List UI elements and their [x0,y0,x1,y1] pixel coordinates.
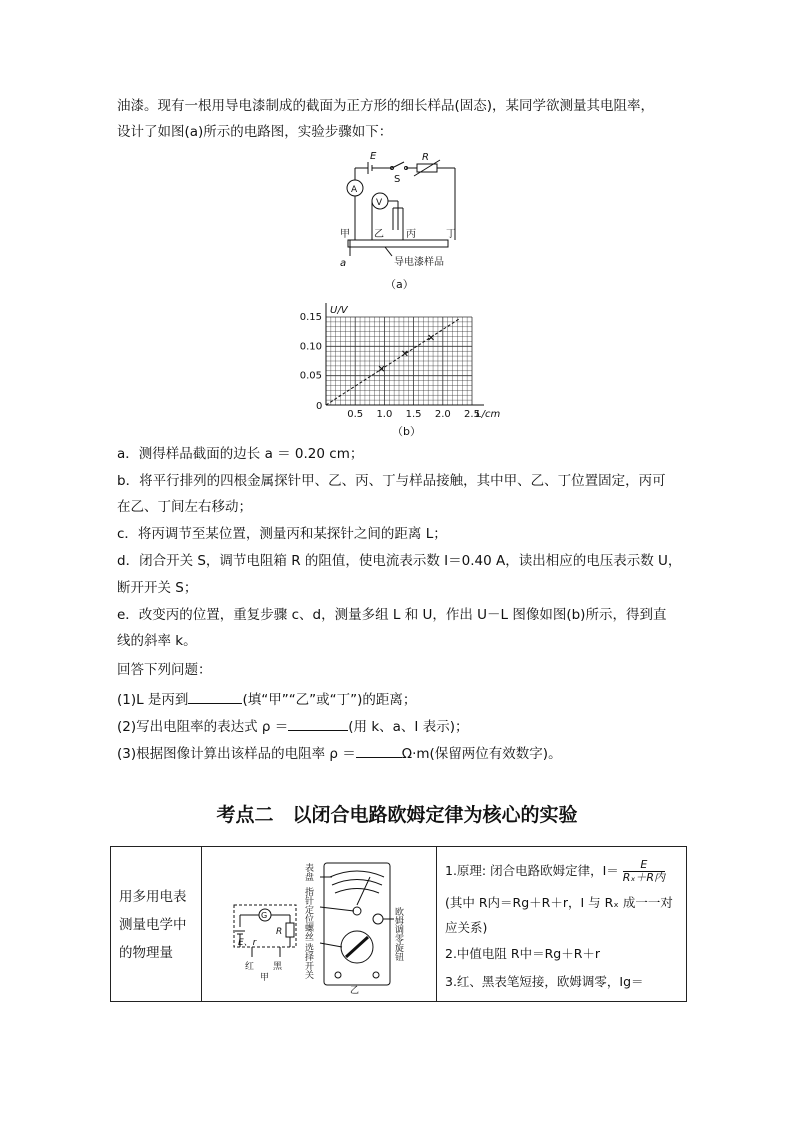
figure-b-caption: （b） [392,425,421,438]
y-tick-label: 0.10 [299,341,322,353]
label-A: A [351,185,358,195]
topic-line-1: 用多用电表 [119,889,187,905]
x-tick-label: 0.5 [347,409,364,420]
x-tick-label: 2.5 [464,409,480,420]
fraction [623,859,665,884]
fraction-numerator: E [623,859,665,872]
principle-line-4: 2.中值电阻 R中＝Rg＋R＋r [445,946,601,961]
step-e-line-2: 线的斜率 k。 [117,633,197,649]
y-axis-label: U/V [330,305,348,316]
x-axis-label: L/cm [476,409,501,420]
question-3-post: Ω·m(保留两位有效数字)。 [401,746,562,762]
question-1 [117,689,416,710]
origin-label: 0 [316,401,323,412]
label-ohm-zero-knob: 欧姆调零旋钮 [393,907,403,961]
question-1-post: (填“甲”“乙”或“丁”)的距离； [242,692,417,708]
label-jia: 甲 [340,229,350,240]
label-S: S [394,174,401,185]
question-3 [117,743,562,764]
summary-table [110,846,687,1002]
label-selector-switch: 选择开关 [303,943,313,979]
label-pointer-screw: 指针定位螺丝 [303,887,313,941]
principle-line-5: 3.红、黑表笔短接，欧姆调零，Ig＝ [445,974,644,989]
principle-line-3: 应关系) [445,920,488,935]
question-2-post: (用 k、a、I 表示)； [348,719,469,735]
label-ding: 丁 [446,229,456,240]
label-black: 黑 [273,962,283,972]
step-e-line-1: e．改变丙的位置，重复步骤 c、d，测量多组 L 和 U，作出 U－L 图像如图(b)所示，得到直 [117,607,667,623]
label-bing: 丙 [406,229,416,240]
step-b-line-1: b．将平行排列的四根金属探针甲、乙、丙、丁与样品接触，其中甲、乙、丁位置固定，丙可 [117,473,666,489]
fit-line [326,318,460,405]
label-yi-table: 乙 [350,986,360,996]
table-cell-figure [202,847,437,1001]
principle-line-1 [445,859,665,884]
principle-line-2: (其中 R内＝Rg＋R＋r，I 与 Rₓ 成一一对 [445,895,673,910]
figure-a-caption: （a） [385,278,414,291]
answer-blank-2[interactable] [288,716,348,731]
multimeter-figure [202,847,436,1001]
answer-blank-1[interactable] [188,689,242,704]
label-G: G [261,911,268,920]
label-dial: 表盘 [303,863,313,881]
questions-intro: 回答下列问题： [117,662,212,678]
label-R: R [422,152,429,163]
principle-text-1: 1.原理: 闭合电路欧姆定律，I＝ [445,863,619,878]
intro-line-2: 设计了如图(a)所示的电路图，实验步骤如下： [117,124,393,140]
label-sample: 导电漆样品 [394,257,444,268]
question-3-pre: (3)根据图像计算出该样品的电阻率 ρ ＝ [117,746,356,762]
label-red: 红 [245,962,255,972]
label-a: a [340,258,347,269]
question-2-pre: (2)写出电阻率的表达式 ρ ＝ [117,719,289,735]
x-tick-label: 1.5 [405,409,422,420]
label-R-table: R [276,927,283,937]
circuit-diagram-a [330,148,480,273]
x-tick-label: 2.0 [434,409,451,420]
label-E-r: E、r [238,938,257,948]
table-cell-topic [111,847,202,1001]
step-c: c．将丙调节至某位置，测量丙和某探针之间的距离 L； [117,526,447,542]
step-a: a．测得样品截面的边长 a ＝ 0.20 cm； [117,446,364,462]
question-2 [117,716,468,737]
label-E: E [370,151,377,162]
label-yi: 乙 [374,229,384,240]
answer-blank-3[interactable] [356,743,402,758]
intro-line-1: 油漆。现有一根用导电漆制成的截面为正方形的细长样品(固态)，某同学欲测量其电阻率， [117,98,655,114]
section-title: 考点二 以闭合电路欧姆定律为核心的实验 [216,804,578,826]
y-tick-label: 0.05 [299,370,322,382]
u-l-chart [290,298,505,423]
fraction-denominator: Rₓ＋R内 [622,871,665,884]
step-d-line-2: 断开开关 S； [117,580,198,596]
step-b-line-2: 在乙、丁间左右移动； [117,499,252,515]
y-tick-label: 0.15 [299,312,322,323]
step-d-line-1: d．闭合开关 S，调节电阻箱 R 的阻值，使电流表示数 I＝0.40 A，读出相应的电压表示数 U， [117,553,682,569]
x-tick-label: 1.0 [376,409,393,420]
table-cell-principle [437,847,686,1001]
topic-line-3: 的物理量 [119,945,173,961]
question-1-pre: (1)L 是丙到 [117,692,189,708]
label-V: V [376,198,383,208]
label-jia-table: 甲 [260,973,270,983]
topic-line-2: 测量电学中 [119,917,187,933]
